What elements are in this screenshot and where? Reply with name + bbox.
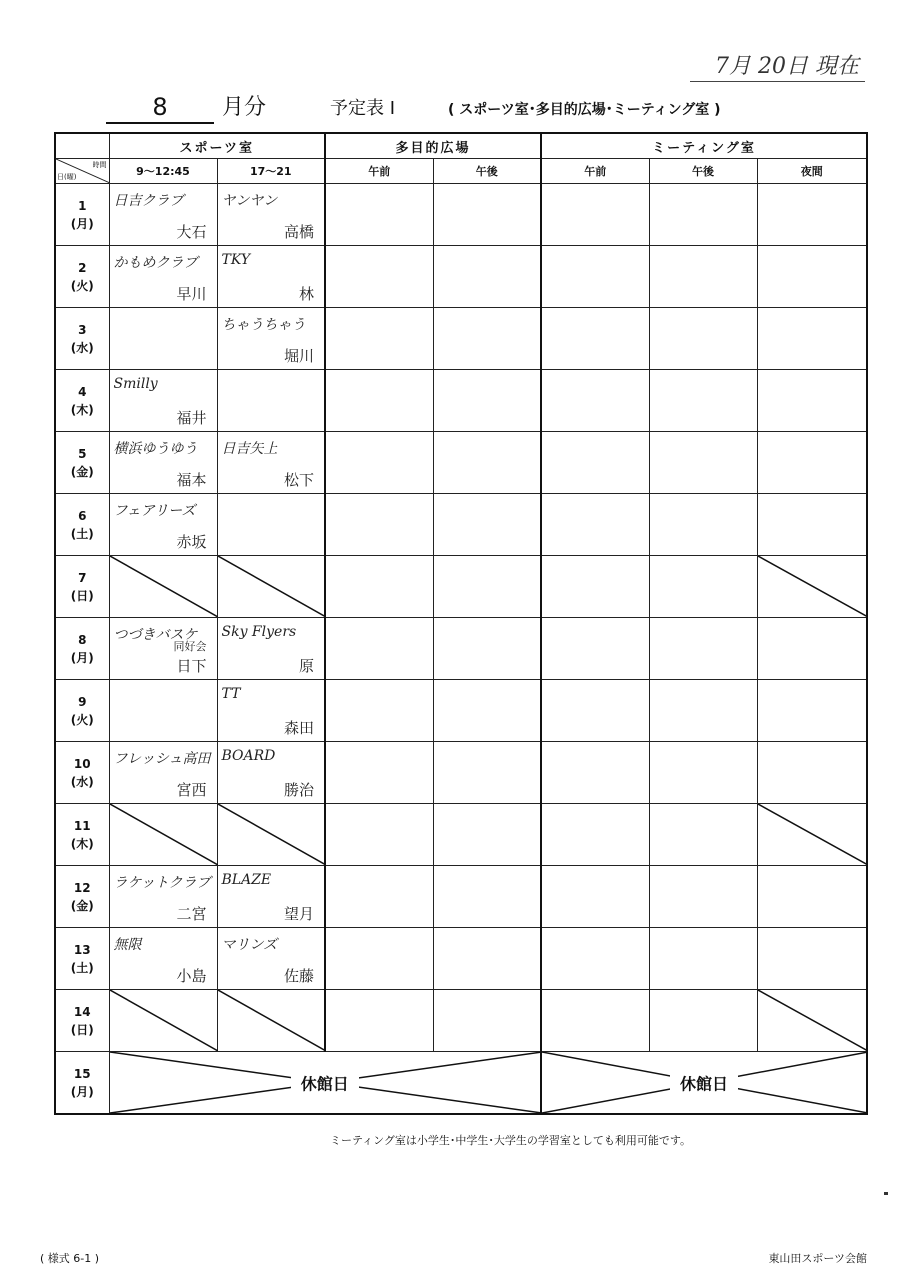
header-meeting-am: 午前 — [541, 159, 649, 184]
day-of-week: (火) — [70, 712, 94, 727]
day-number: 15 — [73, 1066, 91, 1081]
empty-cell — [649, 246, 757, 308]
day-row — [55, 618, 867, 680]
group-name: TKY — [221, 252, 251, 268]
day-of-week: (金) — [70, 898, 94, 913]
group-name: BOARD — [221, 748, 276, 764]
corner-cell — [55, 159, 109, 184]
empty-cell — [325, 308, 433, 370]
day-row — [55, 928, 867, 990]
day-number: 13 — [73, 942, 91, 957]
empty-cell — [757, 680, 867, 742]
empty-cell — [433, 680, 541, 742]
day-number: 2 — [78, 260, 87, 275]
day-of-week: (日) — [70, 1022, 94, 1037]
day-number: 4 — [78, 384, 87, 399]
reservation-cell — [109, 618, 217, 680]
empty-cell — [649, 618, 757, 680]
unavailable-cell — [757, 990, 867, 1052]
day-label — [55, 680, 109, 742]
reservation-cell — [109, 742, 217, 804]
schedule-subtitle: ( スポーツ室･多目的広場･ミーティング室 ) — [448, 102, 721, 118]
group-name: ヤンヤン — [221, 193, 278, 209]
contact-person: 林 — [299, 285, 315, 303]
speck — [884, 1192, 888, 1195]
venue-name: 東山田スポーツ会館 — [768, 1252, 867, 1265]
empty-cell — [541, 432, 649, 494]
reservation-cell — [109, 308, 217, 370]
reservation-cell — [217, 928, 325, 990]
contact-person: 原 — [299, 657, 315, 675]
empty-cell — [325, 432, 433, 494]
day-row — [55, 246, 867, 308]
day-label — [55, 308, 109, 370]
empty-cell — [757, 370, 867, 432]
contact-person: 日下 — [176, 657, 207, 675]
empty-cell — [325, 246, 433, 308]
group-name: Smilly — [113, 376, 158, 392]
group-name: Sky Flyers — [221, 624, 297, 640]
day-of-week: (日) — [70, 588, 94, 603]
unavailable-cell — [217, 990, 325, 1052]
reservation-cell — [217, 866, 325, 928]
reservation-cell — [109, 866, 217, 928]
day-of-week: (火) — [70, 278, 94, 293]
day-of-week: (木) — [70, 402, 94, 417]
contact-person: 大石 — [176, 223, 207, 241]
closed-label: 休館日 — [291, 1071, 359, 1094]
empty-cell — [541, 618, 649, 680]
day-of-week: (土) — [70, 960, 94, 975]
empty-cell — [649, 742, 757, 804]
day-of-week: (月) — [70, 216, 94, 231]
empty-cell — [325, 680, 433, 742]
header-multi-pm: 午後 — [433, 159, 541, 184]
reservation-cell — [217, 680, 325, 742]
empty-cell — [757, 928, 867, 990]
empty-cell — [649, 990, 757, 1052]
day-label — [55, 742, 109, 804]
contact-person: 二宮 — [176, 905, 207, 923]
empty-cell — [433, 618, 541, 680]
contact-person: 小島 — [176, 967, 207, 985]
day-of-week: (月) — [70, 1084, 94, 1099]
group-name: 無限 — [113, 937, 142, 953]
empty-cell — [757, 742, 867, 804]
day-row — [55, 370, 867, 432]
day-number: 12 — [73, 880, 91, 895]
group-name: 日吉矢上 — [221, 441, 278, 457]
empty-cell — [433, 494, 541, 556]
empty-cell — [649, 308, 757, 370]
header-multi: 多目的広場 — [325, 133, 541, 159]
day-row — [55, 184, 867, 246]
reservation-cell — [109, 680, 217, 742]
empty-cell — [649, 494, 757, 556]
day-label — [55, 804, 109, 866]
reservation-cell — [217, 246, 325, 308]
header-multi-am: 午前 — [325, 159, 433, 184]
reservation-cell — [217, 308, 325, 370]
empty-cell — [541, 494, 649, 556]
empty-cell — [325, 866, 433, 928]
empty-cell — [649, 928, 757, 990]
header-sports-pm: 17～21 — [217, 159, 325, 184]
empty-cell — [433, 928, 541, 990]
day-row — [55, 866, 867, 928]
empty-cell — [649, 804, 757, 866]
day-of-week: (木) — [70, 836, 94, 851]
empty-cell — [325, 494, 433, 556]
empty-cell — [433, 866, 541, 928]
empty-cell — [541, 370, 649, 432]
empty-cell — [649, 370, 757, 432]
group-name: マリンズ — [221, 937, 278, 953]
day-label — [55, 928, 109, 990]
reservation-cell — [109, 494, 217, 556]
group-name: ちゃうちゃう — [221, 317, 306, 333]
group-name: ラケットクラブ — [113, 875, 211, 891]
header-meeting: ミーティング室 — [541, 133, 867, 159]
empty-cell — [433, 308, 541, 370]
corner-blank — [55, 133, 109, 159]
group-name: つづきバスケ — [113, 627, 198, 643]
group-name-line2: 同好会 — [173, 640, 207, 653]
empty-cell — [433, 246, 541, 308]
empty-cell — [541, 184, 649, 246]
empty-cell — [325, 990, 433, 1052]
empty-cell — [433, 742, 541, 804]
empty-cell — [541, 680, 649, 742]
group-name: 日吉クラブ — [113, 193, 184, 209]
closed-label: 休館日 — [670, 1071, 738, 1094]
day-label — [55, 1052, 109, 1115]
day-of-week: (月) — [70, 650, 94, 665]
header-sports-am: 9～12:45 — [109, 159, 217, 184]
day-row — [55, 742, 867, 804]
day-row — [55, 432, 867, 494]
contact-person: 勝治 — [284, 781, 315, 799]
reservation-cell — [109, 184, 217, 246]
empty-cell — [433, 184, 541, 246]
group-name: かもめクラブ — [113, 255, 198, 271]
unavailable-cell — [109, 990, 217, 1052]
day-number: 10 — [73, 756, 91, 771]
day-label — [55, 494, 109, 556]
group-name: フェアリーズ — [113, 503, 196, 519]
day-label — [55, 432, 109, 494]
day-row — [55, 308, 867, 370]
empty-cell — [325, 804, 433, 866]
unavailable-cell — [217, 556, 325, 618]
empty-cell — [757, 618, 867, 680]
empty-cell — [541, 990, 649, 1052]
contact-person: 高橋 — [284, 223, 315, 241]
contact-person: 森田 — [284, 719, 315, 737]
empty-cell — [541, 866, 649, 928]
reservation-cell — [217, 184, 325, 246]
day-number: 1 — [78, 198, 87, 213]
closed-block-right — [541, 1052, 867, 1115]
unavailable-cell — [757, 804, 867, 866]
group-name: BLAZE — [221, 872, 272, 888]
day-of-week: (金) — [70, 464, 94, 479]
empty-cell — [757, 432, 867, 494]
empty-cell — [649, 556, 757, 618]
empty-cell — [433, 370, 541, 432]
day-label — [55, 246, 109, 308]
empty-cell — [649, 432, 757, 494]
closed-block-left — [109, 1052, 541, 1115]
day-number: 7 — [78, 570, 87, 585]
day-of-week: (土) — [70, 526, 94, 541]
empty-cell — [325, 742, 433, 804]
month-label: 月分 — [222, 95, 267, 120]
empty-cell — [541, 742, 649, 804]
header-sports: スポーツ室 — [109, 133, 325, 159]
empty-cell — [325, 370, 433, 432]
contact-person: 堀川 — [284, 347, 315, 365]
day-row — [55, 556, 867, 618]
contact-person: 松下 — [284, 471, 315, 489]
day-number: 11 — [73, 818, 91, 833]
empty-cell — [541, 246, 649, 308]
as-of-date: 7月 20日 現在 — [690, 52, 865, 82]
empty-cell — [325, 618, 433, 680]
header-meeting-pm: 午後 — [649, 159, 757, 184]
form-number: ( 様式 6-1 ) — [40, 1252, 100, 1265]
contact-person: 福本 — [176, 471, 207, 489]
day-number: 14 — [73, 1004, 91, 1019]
group-name: 横浜ゆうゆう — [113, 441, 198, 457]
empty-cell — [433, 432, 541, 494]
day-of-week: (水) — [70, 774, 94, 789]
day-number: 3 — [78, 322, 87, 337]
unavailable-cell — [109, 804, 217, 866]
empty-cell — [541, 928, 649, 990]
contact-person: 佐藤 — [284, 967, 315, 985]
empty-cell — [649, 184, 757, 246]
empty-cell — [757, 308, 867, 370]
corner-time-label: 時間 — [92, 161, 107, 169]
schedule-table — [54, 132, 868, 1115]
unavailable-cell — [757, 556, 867, 618]
reservation-cell — [217, 494, 325, 556]
empty-cell — [757, 494, 867, 556]
unavailable-cell — [109, 556, 217, 618]
day-label — [55, 556, 109, 618]
reservation-cell — [217, 370, 325, 432]
day-row — [55, 1052, 867, 1115]
empty-cell — [541, 308, 649, 370]
contact-person: 赤坂 — [176, 533, 207, 551]
day-number: 5 — [78, 446, 87, 461]
empty-cell — [325, 184, 433, 246]
group-name: TT — [221, 686, 241, 702]
reservation-cell — [109, 246, 217, 308]
empty-cell — [649, 680, 757, 742]
corner-day-label: 日(曜) — [57, 173, 77, 181]
day-label — [55, 866, 109, 928]
day-label — [55, 618, 109, 680]
empty-cell — [757, 184, 867, 246]
empty-cell — [649, 866, 757, 928]
group-name: フレッシュ高田 — [113, 751, 211, 767]
empty-cell — [325, 556, 433, 618]
empty-cell — [433, 990, 541, 1052]
month-number: 8 — [106, 90, 214, 124]
empty-cell — [433, 804, 541, 866]
day-row — [55, 990, 867, 1052]
unavailable-cell — [217, 804, 325, 866]
day-number: 9 — [78, 694, 87, 709]
contact-person: 望月 — [284, 905, 315, 923]
reservation-cell — [109, 370, 217, 432]
header-meeting-night: 夜間 — [757, 159, 867, 184]
reservation-cell — [217, 742, 325, 804]
reservation-cell — [217, 618, 325, 680]
day-label — [55, 990, 109, 1052]
footer-note: ミーティング室は小学生･中学生･大学生の学習室としても利用可能です。 — [330, 1134, 692, 1147]
empty-cell — [433, 556, 541, 618]
day-number: 6 — [78, 508, 87, 523]
empty-cell — [541, 556, 649, 618]
day-row — [55, 680, 867, 742]
reservation-cell — [109, 928, 217, 990]
reservation-cell — [109, 432, 217, 494]
day-label — [55, 370, 109, 432]
empty-cell — [325, 928, 433, 990]
day-row — [55, 804, 867, 866]
empty-cell — [757, 246, 867, 308]
reservation-cell — [217, 432, 325, 494]
schedule-title: 予定表 Ⅰ — [330, 98, 396, 119]
day-row — [55, 494, 867, 556]
empty-cell — [757, 866, 867, 928]
contact-person: 早川 — [176, 285, 207, 303]
empty-cell — [541, 804, 649, 866]
contact-person: 福井 — [176, 409, 207, 427]
day-of-week: (水) — [70, 340, 94, 355]
contact-person: 宮西 — [176, 781, 207, 799]
day-number: 8 — [78, 632, 87, 647]
day-label — [55, 184, 109, 246]
